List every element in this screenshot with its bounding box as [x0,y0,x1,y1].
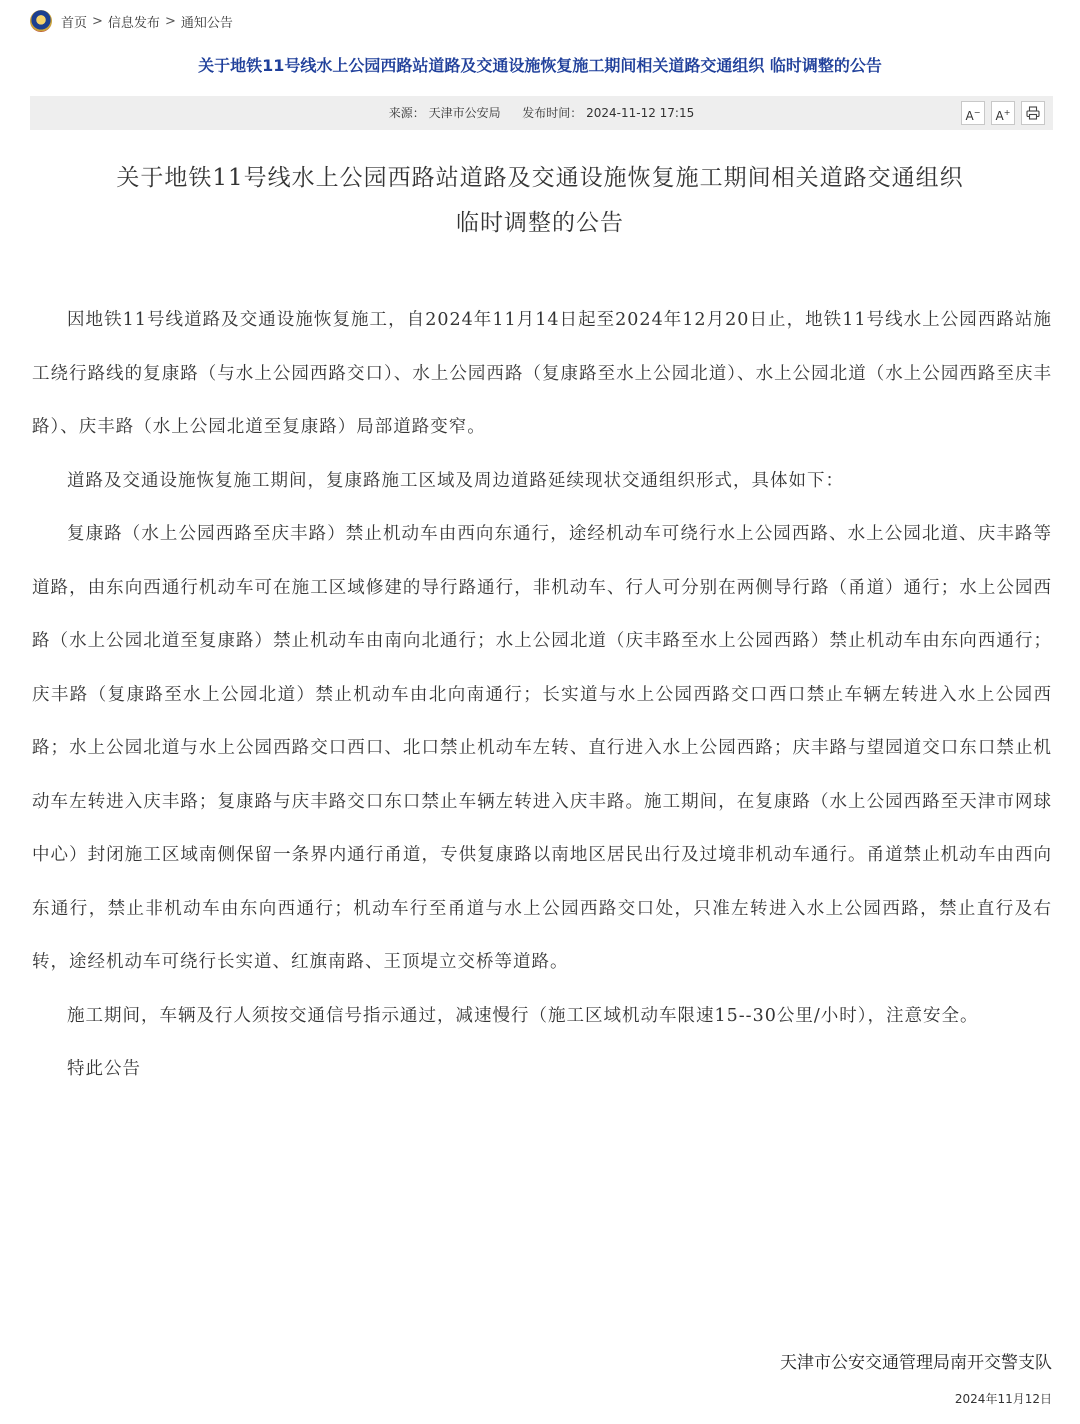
source-value: 天津市公安局 [428,106,501,120]
breadcrumb-current-link[interactable]: 通知公告 [180,15,233,31]
article-meta [30,96,1053,130]
source-label: 来源： [388,106,425,120]
signature-date: 2024年11月12日 [954,1392,1052,1406]
print-button[interactable] [1021,101,1045,125]
body-paragraph: 复康路（水上公园西路至庆丰路）禁止机动车由西向东通行，途经机动车可绕行水上公园西路、水上公园北道、庆丰路等道路，由东向西通行机动车可在施工区域修建的导行路通行，非机动车、行人可分别在两侧导行路（甬道）通行；水上公园西路（水上公园北道至复康路）禁止机动车由南向北通行；水上公园北道（庆丰路至水上公园西路）禁止机动车由东向西通行；庆丰路（复康路至水上公园北道）禁止机动车由北向南通行；长实道与水上公园西路交口西口禁止车辆左转进入水上公园西路；水上公园北道与水上公园西路交口西口、北口禁止机动车左转、直行进入水上公园西路；庆丰路与望园道交口东口禁止机动车左转进入庆丰路；复康路与庆丰路交口东口禁止车辆左转进入庆丰路。施工期间，在复康路（水上公园西路至天津市网球中心）封闭施工区域南侧保留一条界内通行甬道，专供复康路以南地区居民出行及过境非机动车通行。甬道禁止机动车由西向东通行，禁止非机动车由东向西通行；机动车行至甬道与水上公园西路交口处，只准左转进入水上公园西路，禁止直行及右转，途经机动车可绕行长实道、红旗南路、王顶堤立交桥等道路。 [32,524,1052,972]
article-meta-bar [30,96,1053,130]
signature: 天津市公安交通管理局南开交警支队 [780,1353,1052,1373]
document-title-line2: 临时调整的公告 [456,210,624,236]
breadcrumb-section-link[interactable]: 信息发布 [107,15,160,31]
document-title [0,156,1080,246]
breadcrumb-separator: > [164,13,176,29]
font-increase-button[interactable]: A+ [991,101,1015,125]
police-emblem-icon [30,10,52,32]
article-tools [961,101,1045,125]
breadcrumb-home-link[interactable]: 首页 [61,15,88,31]
document-title-line1: 关于地铁11号线水上公园西路站道路及交通设施恢复施工期间相关道路交通组织 [116,165,964,191]
body-paragraph: 施工期间，车辆及行人须按交通信号指示通过，减速慢行（施工区域机动车限速15--30公里/小时），注意安全。 [67,1005,979,1026]
body-paragraph: 因地铁11号线道路及交通设施恢复施工，自2024年11月14日起至2024年12月20日止，地铁11号线水上公园西路站施工绕行路线的复康路（与水上公园西路交口）、水上公园西路（复康路至水上公园北道）、水上公园北道（水上公园西路至庆丰路）、庆丰路（水上公园北道至复康路）局部道路变窄。 [32,310,1052,437]
body-closing: 特此公告 [67,1059,141,1079]
print-icon [1026,106,1040,120]
font-decrease-button[interactable]: A− [961,101,985,125]
publish-time-label: 发布时间： [522,106,583,120]
body-paragraph: 道路及交通设施恢复施工期间，复康路施工区域及周边道路延续现状交通组织形式，具体如下： [67,470,844,491]
page-title: 关于地铁11号线水上公园西路站道路及交通设施恢复施工期间相关道路交通组织 临时调整的公告 [198,56,882,75]
breadcrumb-separator: > [92,13,103,29]
breadcrumb [30,9,233,33]
publish-time-value: 2024-11-12 17:15 [586,106,695,120]
document-body [32,294,1052,1097]
